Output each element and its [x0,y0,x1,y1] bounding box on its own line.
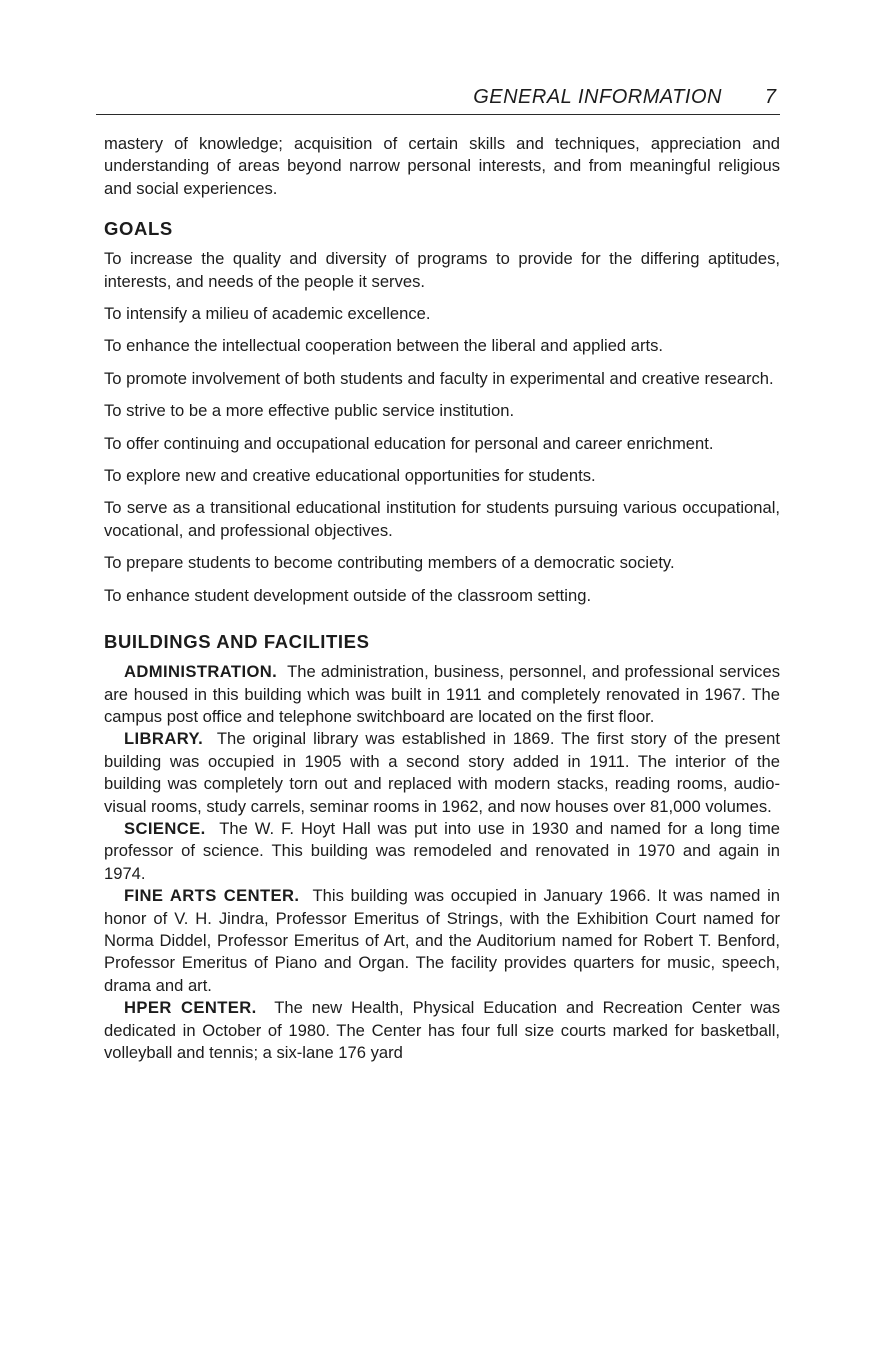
buildings-list [104,661,780,1064]
facility-library [104,728,780,818]
running-header [96,84,780,115]
facility-name: LIBRARY. [124,729,204,749]
goal-item: To offer continuing and occupational education for personal and career enrichment. [104,433,714,453]
facility-description: The W. F. Hoyt Hall was put into use in 1930 and named for a long time professor of science. This building was remodeled and renovated in 1970 and again in 1974. [104,818,781,883]
page [104,84,780,1064]
facility-hper-center [104,997,780,1064]
facility-name: FINE ARTS CENTER. [124,886,300,906]
goal-item: To intensify a milieu of academic excellence. [104,304,431,324]
buildings-heading: BUILDINGS AND FACILITIES [104,631,370,653]
running-header-title: GENERAL INFORMATION [473,86,722,108]
goal-item: To enhance the intellectual cooperation between the liberal and applied arts. [104,336,664,356]
goal-item: To prepare students to become contributing members of a democratic society. [104,553,675,573]
facility-administration [104,661,780,728]
facility-description: The new Health, Physical Education and Recreation Center was dedicated in October of 1980. The Center has four full size courts marked for basketball, volleyball and tennis; a six-lane 176 yard [104,998,780,1062]
goal-item: To promote involvement of both students and faculty in experimental and creative research. [104,368,774,388]
facility-fine-arts-center [104,885,780,997]
goals-list [104,248,780,607]
facility-name: ADMINISTRATION. [124,662,278,682]
goal-item: To increase the quality and diversity of programs to provide for the differing aptitudes, interests, and needs of the people it serves. [104,249,780,291]
goal-item: To explore new and creative educational opportunities for students. [104,466,596,486]
goals-heading: GOALS [104,218,173,240]
page-number: 7 [764,86,776,108]
facility-description: This building was occupied in January 1966. It was named in honor of V. H. Jindra, Professor Emeritus of Strings, with the Exhibition Court named for Norma Diddel, Professor Emeritus of Art, and the Auditorium named for Robert T. Benford, Professor Emeritus of Piano and Organ. The facility provides quarters for music, speech, drama and art. [104,886,780,995]
goal-item: To serve as a transitional educational institution for students pursuing various occupational, vocational, and professional objectives. [104,498,780,540]
facility-description: The administration, business, personnel, and professional services are housed in this building which was built in 1911 and completely renovated in 1967. The campus post office and telephone switchboard are located on the first floor. [104,662,780,726]
facility-description: The original library was established in 1869. The first story of the present building was occupied in 1905 with a second story added in 1911. The interior of the building was completely torn out and replaced with modern stacks, reading rooms, audio-visual rooms, study carrels, seminar rooms in 1962, and now houses over 81,000 volumes. [104,729,780,816]
facility-name: SCIENCE. [124,818,206,838]
facility-name: HPER CENTER. [124,998,257,1018]
facility-science [104,818,780,885]
goal-item: To enhance student development outside of the classroom setting. [104,585,592,605]
goal-item: To strive to be a more effective public service institution. [104,401,515,421]
intro-paragraph: mastery of knowledge; acquisition of certain skills and techniques, appreciation and understanding of areas beyond narrow personal interests, and from meaningful religious and social experiences. [104,134,780,198]
